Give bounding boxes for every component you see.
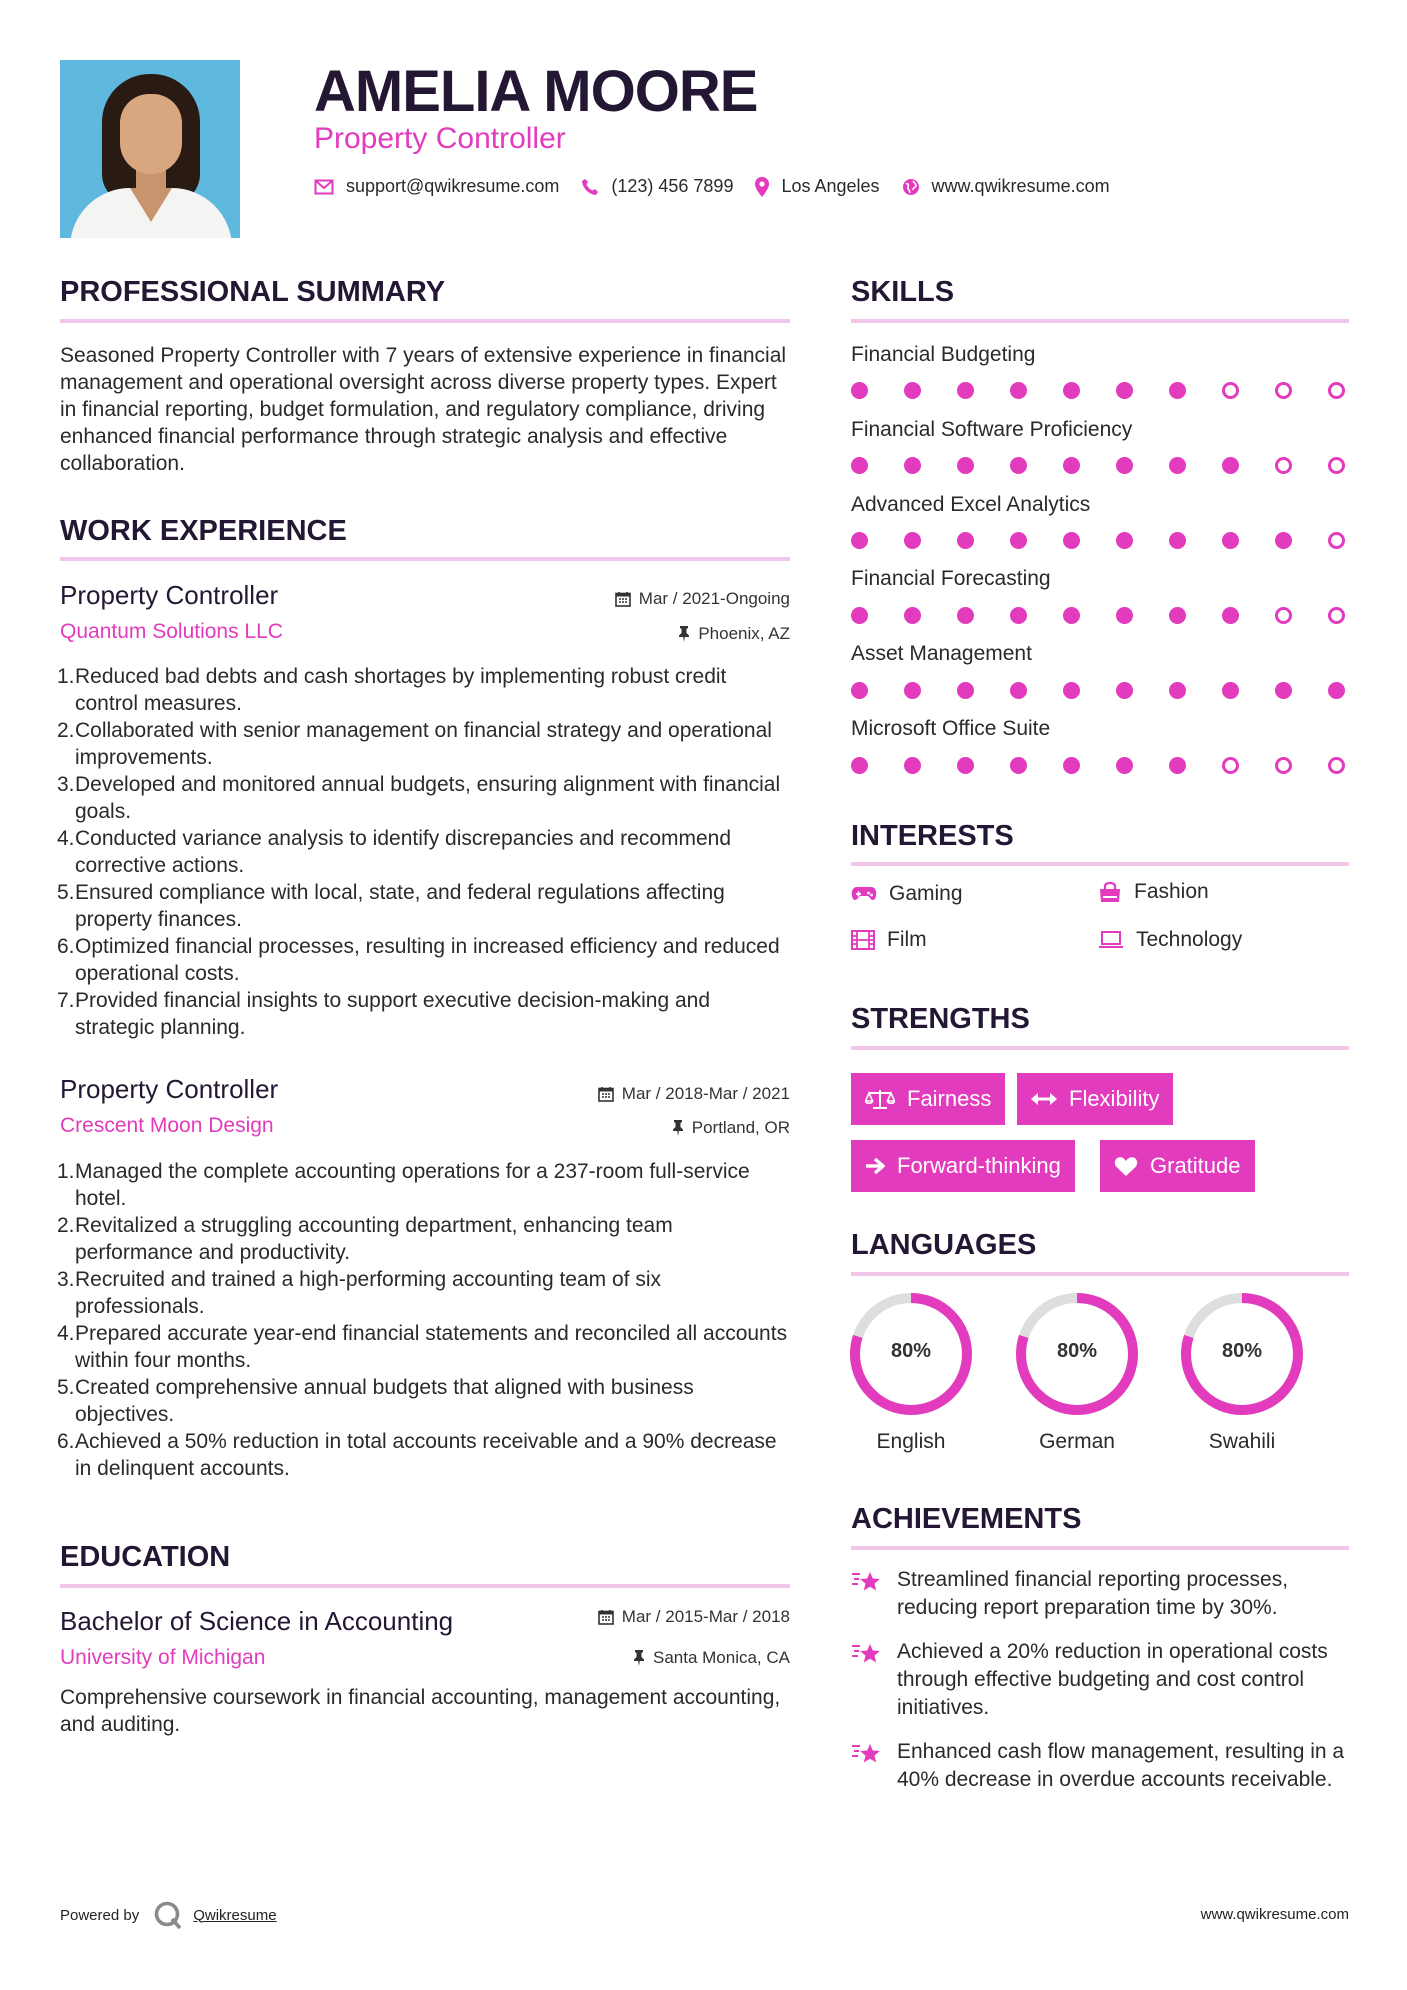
summary-heading: PROFESSIONAL SUMMARY bbox=[60, 276, 446, 308]
rating-dot-filled bbox=[957, 532, 974, 549]
profile-photo bbox=[60, 60, 240, 238]
education-location bbox=[440, 1648, 790, 1668]
rating-dot-filled bbox=[1169, 532, 1186, 549]
rating-dot-filled bbox=[1010, 382, 1027, 399]
list-item: 2. Revitalized a struggling accounting department, enhancing team performance and productivity. bbox=[57, 1214, 673, 1264]
interests-heading: INTERESTS bbox=[851, 820, 1014, 852]
rating-dot-filled bbox=[904, 682, 921, 699]
job-2-dates bbox=[440, 1084, 790, 1104]
education-divider bbox=[60, 1584, 790, 1588]
job-2-company: Crescent Moon Design bbox=[60, 1114, 274, 1137]
rating-dot-filled bbox=[851, 607, 868, 624]
skill-name: Financial Software Proficiency bbox=[851, 418, 1133, 441]
rating-dot-filled bbox=[904, 757, 921, 774]
language-english bbox=[849, 1292, 973, 1454]
skill-rating bbox=[851, 682, 1345, 699]
rating-dot-filled bbox=[1116, 382, 1133, 399]
film-icon bbox=[851, 930, 875, 950]
skill-rating bbox=[851, 382, 1345, 399]
rating-dot-filled bbox=[957, 682, 974, 699]
list-item: 5. Ensured compliance with local, state, and federal regulations affecting property finances. bbox=[57, 881, 725, 931]
strength-tag-gratitude: Gratitude bbox=[1100, 1140, 1255, 1192]
calendar-icon bbox=[615, 591, 631, 607]
skill-name: Advanced Excel Analytics bbox=[851, 493, 1091, 516]
rating-dot-filled bbox=[1010, 607, 1027, 624]
list-item: 6. Optimized financial processes, resulting in increased efficiency and reduced operational costs. bbox=[57, 935, 780, 985]
rating-dot-filled bbox=[1169, 682, 1186, 699]
strengths-heading: STRENGTHS bbox=[851, 1003, 1030, 1035]
rating-dot-filled bbox=[851, 757, 868, 774]
rating-dot-filled bbox=[1328, 682, 1345, 699]
rating-dot-empty bbox=[1275, 757, 1292, 774]
skill-name: Financial Budgeting bbox=[851, 343, 1036, 366]
rating-dot-filled bbox=[904, 457, 921, 474]
skill-name: Financial Forecasting bbox=[851, 567, 1051, 590]
interests-divider bbox=[851, 862, 1349, 866]
strengths-divider bbox=[851, 1046, 1349, 1050]
rating-dot-filled bbox=[851, 382, 868, 399]
achievement-item: Streamlined financial reporting processes, reducing report preparation time by 30%. bbox=[851, 1566, 1351, 1622]
experience-divider bbox=[60, 557, 790, 561]
rating-dot-filled bbox=[904, 382, 921, 399]
arrows-horizontal-icon bbox=[1031, 1092, 1057, 1106]
globe-icon bbox=[902, 178, 920, 196]
job-2-duties bbox=[57, 1158, 792, 1482]
language-german bbox=[1015, 1292, 1139, 1454]
skill-name: Microsoft Office Suite bbox=[851, 717, 1051, 740]
pushpin-icon bbox=[678, 626, 690, 642]
skills-heading: SKILLS bbox=[851, 276, 955, 308]
rating-dot-filled bbox=[1116, 757, 1133, 774]
education-description: Comprehensive coursework in financial accounting, management accounting, and auditing. bbox=[60, 1686, 781, 1736]
job-2-location-text: Portland, OR bbox=[691, 1118, 790, 1137]
balance-scale-icon bbox=[865, 1088, 895, 1110]
rating-dot-filled bbox=[1010, 457, 1027, 474]
shooting-star-icon bbox=[851, 1740, 883, 1768]
interest-technology: Technology bbox=[1098, 928, 1242, 952]
interest-film: Film bbox=[851, 928, 927, 952]
list-item: 5. Created comprehensive annual budgets that aligned with business objectives. bbox=[57, 1376, 694, 1426]
list-item: 2. Collaborated with senior management on financial strategy and operational improvements. bbox=[57, 719, 772, 769]
achievements-heading: ACHIEVEMENTS bbox=[851, 1503, 1082, 1535]
skill-rating bbox=[851, 532, 1345, 549]
job-2-dates-text: Mar / 2018-Mar / 2021 bbox=[621, 1084, 790, 1103]
strength-tag-flexibility: Flexibility bbox=[1017, 1073, 1173, 1125]
job-2-title: Property Controller bbox=[60, 1074, 279, 1104]
rating-dot-filled bbox=[1222, 457, 1239, 474]
contact-email-text: support@qwikresume.com bbox=[346, 176, 560, 196]
rating-dot-filled bbox=[1116, 457, 1133, 474]
languages-heading: LANGUAGES bbox=[851, 1229, 1037, 1261]
rating-dot-filled bbox=[1222, 682, 1239, 699]
envelope-icon bbox=[314, 179, 334, 195]
job-2-location bbox=[440, 1118, 790, 1138]
language-swahili bbox=[1180, 1292, 1304, 1454]
rating-dot-filled bbox=[957, 757, 974, 774]
contact-bar bbox=[314, 176, 1132, 197]
rating-dot-filled bbox=[1169, 457, 1186, 474]
rating-dot-filled bbox=[1275, 532, 1292, 549]
list-item: 3. Recruited and trained a high-performing accounting team of six professionals. bbox=[57, 1268, 661, 1318]
rating-dot-filled bbox=[1222, 607, 1239, 624]
phone-icon bbox=[581, 178, 599, 196]
rating-dot-filled bbox=[1222, 532, 1239, 549]
arrow-right-icon bbox=[865, 1157, 885, 1175]
skills-divider bbox=[851, 319, 1349, 323]
rating-dot-filled bbox=[1116, 682, 1133, 699]
rating-dot-empty bbox=[1275, 457, 1292, 474]
rating-dot-filled bbox=[904, 607, 921, 624]
rating-dot-filled bbox=[957, 607, 974, 624]
summary-text: Seasoned Property Controller with 7 years of extensive experience in financial management and operational oversight across diverse property types. Expert in financial reporting, budget formulation, and regulatory compliance, driving enhanced financial performance through strategic analysis and effective collaboration. bbox=[60, 344, 787, 475]
job-1-company: Quantum Solutions LLC bbox=[60, 620, 283, 643]
map-pin-icon bbox=[755, 177, 769, 197]
contact-email[interactable] bbox=[314, 176, 559, 197]
rating-dot-filled bbox=[1010, 532, 1027, 549]
skill-rating bbox=[851, 757, 1345, 774]
language-name: Swahili bbox=[1208, 1430, 1276, 1453]
contact-location-text: Los Angeles bbox=[781, 176, 880, 196]
rating-dot-empty bbox=[1275, 607, 1292, 624]
rating-dot-filled bbox=[1010, 682, 1027, 699]
rating-dot-empty bbox=[1275, 382, 1292, 399]
language-name: English bbox=[876, 1430, 946, 1453]
rating-dot-filled bbox=[1169, 382, 1186, 399]
education-dates bbox=[440, 1607, 790, 1627]
rating-dot-filled bbox=[1063, 682, 1080, 699]
rating-dot-filled bbox=[1169, 607, 1186, 624]
interest-fashion: Fashion bbox=[1098, 880, 1209, 904]
rating-dot-filled bbox=[851, 682, 868, 699]
calendar-icon bbox=[598, 1086, 614, 1102]
summary-divider bbox=[60, 319, 790, 323]
language-name: German bbox=[1039, 1430, 1115, 1453]
heart-icon bbox=[1114, 1156, 1138, 1177]
job-1-duties bbox=[57, 663, 792, 1041]
rating-dot-filled bbox=[904, 532, 921, 549]
achievements-divider bbox=[851, 1546, 1349, 1550]
contact-website[interactable] bbox=[902, 176, 1110, 197]
powered-by-label: Powered by bbox=[60, 1906, 140, 1924]
job-1-title: Property Controller bbox=[60, 580, 279, 610]
rating-dot-empty bbox=[1222, 382, 1239, 399]
achievement-item: Achieved a 20% reduction in operational costs through effective budgeting and cost control initiatives. bbox=[851, 1638, 1351, 1722]
education-school: University of Michigan bbox=[60, 1646, 266, 1669]
language-percent: 80% bbox=[1056, 1340, 1098, 1362]
job-1-dates bbox=[440, 589, 790, 609]
contact-phone-text: (123) 456 7899 bbox=[611, 176, 734, 196]
shopping-bag-icon bbox=[1098, 881, 1122, 903]
rating-dot-empty bbox=[1328, 607, 1345, 624]
education-location-text: Santa Monica, CA bbox=[652, 1648, 790, 1667]
job-1-dates-text: Mar / 2021-Ongoing bbox=[638, 589, 790, 608]
skill-rating bbox=[851, 457, 1345, 474]
rating-dot-filled bbox=[1063, 457, 1080, 474]
rating-dot-filled bbox=[1010, 757, 1027, 774]
education-heading: EDUCATION bbox=[60, 1541, 231, 1573]
qwikresume-link[interactable]: Qwikresume bbox=[193, 1906, 277, 1924]
laptop-icon bbox=[1098, 931, 1124, 949]
strength-tag-fairness: Fairness bbox=[851, 1073, 1005, 1125]
languages-divider bbox=[851, 1272, 1349, 1276]
list-item: 3. Developed and monitored annual budgets, ensuring alignment with financial goals. bbox=[57, 773, 781, 823]
rating-dot-filled bbox=[957, 457, 974, 474]
pushpin-icon bbox=[633, 1650, 645, 1666]
rating-dot-filled bbox=[1116, 607, 1133, 624]
contact-website-text: www.qwikresume.com bbox=[931, 176, 1110, 196]
gamepad-icon bbox=[851, 886, 877, 902]
rating-dot-filled bbox=[1063, 382, 1080, 399]
language-percent: 80% bbox=[890, 1340, 932, 1362]
rating-dot-filled bbox=[957, 382, 974, 399]
interest-gaming: Gaming bbox=[851, 882, 963, 906]
calendar-icon bbox=[598, 1609, 614, 1625]
rating-dot-filled bbox=[851, 532, 868, 549]
shooting-star-icon bbox=[851, 1568, 883, 1596]
rating-dot-filled bbox=[1275, 682, 1292, 699]
rating-dot-empty bbox=[1222, 757, 1239, 774]
job-1-location-text: Phoenix, AZ bbox=[698, 624, 790, 643]
rating-dot-filled bbox=[1063, 757, 1080, 774]
rating-dot-empty bbox=[1328, 457, 1345, 474]
list-item: 4. Prepared accurate year-end financial statements and reconciled all accounts within four months. bbox=[57, 1322, 788, 1372]
job-1-location bbox=[440, 624, 790, 644]
skill-name: Asset Management bbox=[851, 642, 1032, 665]
shooting-star-icon bbox=[851, 1640, 883, 1668]
pushpin-icon bbox=[672, 1120, 684, 1136]
education-dates-text: Mar / 2015-Mar / 2018 bbox=[621, 1607, 790, 1626]
candidate-role: Property Controller bbox=[314, 122, 566, 155]
experience-heading: WORK EXPERIENCE bbox=[60, 515, 347, 547]
rating-dot-empty bbox=[1328, 532, 1345, 549]
rating-dot-empty bbox=[1328, 382, 1345, 399]
rating-dot-filled bbox=[1116, 532, 1133, 549]
list-item: 1. Reduced bad debts and cash shortages by implementing robust credit control measures. bbox=[57, 665, 727, 715]
rating-dot-filled bbox=[851, 457, 868, 474]
contact-phone[interactable] bbox=[581, 176, 733, 197]
rating-dot-filled bbox=[1169, 757, 1186, 774]
qwikresume-logo-icon bbox=[153, 1900, 183, 1930]
list-item: 1. Managed the complete accounting operations for a 237-room full-service hotel. bbox=[57, 1160, 750, 1210]
rating-dot-empty bbox=[1328, 757, 1345, 774]
rating-dot-filled bbox=[1063, 532, 1080, 549]
achievement-item: Enhanced cash flow management, resulting in a 40% decrease in overdue accounts receivable. bbox=[851, 1738, 1351, 1794]
rating-dot-filled bbox=[1063, 607, 1080, 624]
skill-rating bbox=[851, 607, 1345, 624]
list-item: 4. Conducted variance analysis to identify discrepancies and recommend corrective actions. bbox=[57, 827, 732, 877]
strength-tag-forward-thinking: Forward-thinking bbox=[851, 1140, 1075, 1192]
list-item: 7. Provided financial insights to support executive decision-making and strategic planning. bbox=[57, 989, 711, 1039]
footer-url[interactable]: www.qwikresume.com bbox=[1200, 1906, 1349, 1923]
education-degree: Bachelor of Science in Accounting bbox=[60, 1606, 454, 1636]
list-item: 6. Achieved a 50% reduction in total accounts receivable and a 90% decrease in delinquent accounts. bbox=[57, 1430, 777, 1480]
language-percent: 80% bbox=[1221, 1340, 1263, 1362]
contact-location bbox=[755, 176, 879, 197]
footer-powered-by bbox=[60, 1900, 277, 1930]
candidate-name: AMELIA MOORE bbox=[314, 59, 758, 124]
